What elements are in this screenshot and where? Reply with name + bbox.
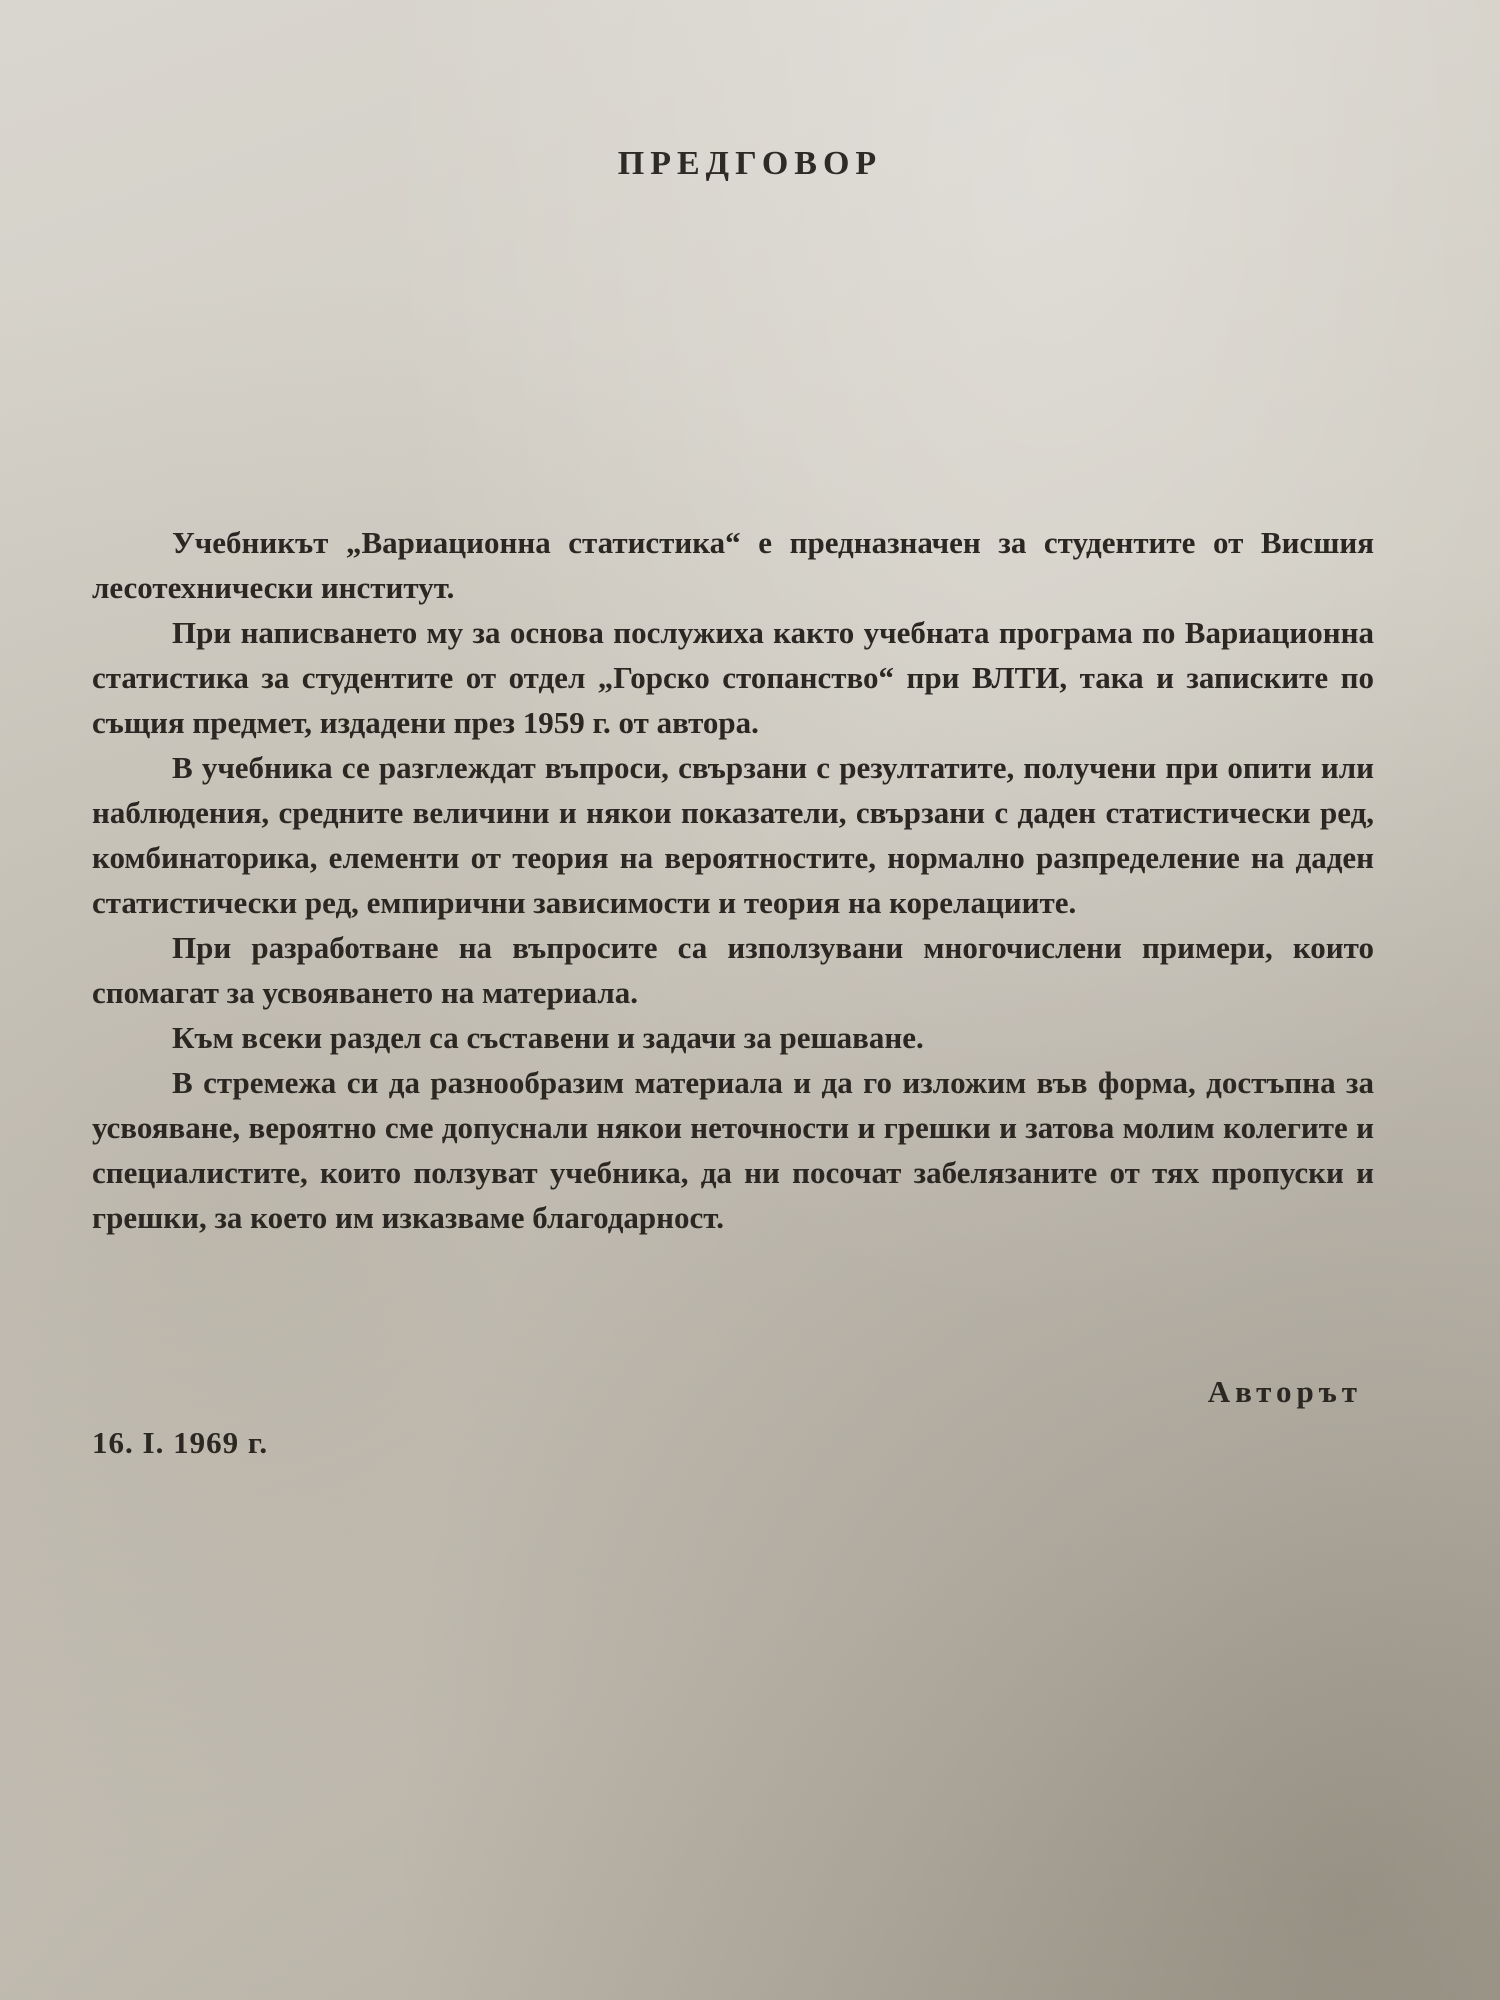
paragraph-1: Учебникът „Вариационна статистика“ е предназначен за студентите от Висшия лесотехнически институт. bbox=[92, 525, 1374, 605]
paragraph-4: При разработване на въпросите са използувани многочислени примери, които спомагат за усвояването на материала. bbox=[92, 930, 1374, 1010]
paragraph-5: Към всеки раздел са съставени и задачи за решаване. bbox=[172, 1020, 924, 1055]
author-signature: Авторът bbox=[1207, 1374, 1362, 1409]
paragraph-6: В стремежа си да разнообразим материала и да го изложим във форма, достъпна за усвояване, вероятно сме допуснали някои неточности и грешки и затова молим колегите и специалистите, които ползуват учебника, да ни посочат забелязаните от тях пропуски и грешки, за което им изказваме благодарност. bbox=[92, 1065, 1374, 1235]
page-title: ПРЕДГОВОР bbox=[617, 145, 883, 182]
preface-date: 16. I. 1969 г. bbox=[92, 1425, 269, 1460]
paragraph-2: При написването му за основа послужиха както учебната програма по Вариационна статистика за студентите от отдел „Горско стопанство“ при ВЛТИ, така и записките по същия предмет, издадени през 1959 г. от автора. bbox=[92, 615, 1374, 740]
paragraph-3: В учебника се разглеждат въпроси, свързани с резултатите, получени при опити или наблюдения, средните величини и някои показатели, свързани с даден статистически ред, комбинаторика, елементи от теория на вероятностите, нормално разпределение на даден статистически ред, емпирични зависимости и теория на корелациите. bbox=[92, 750, 1374, 920]
preface-body bbox=[92, 520, 1374, 1240]
